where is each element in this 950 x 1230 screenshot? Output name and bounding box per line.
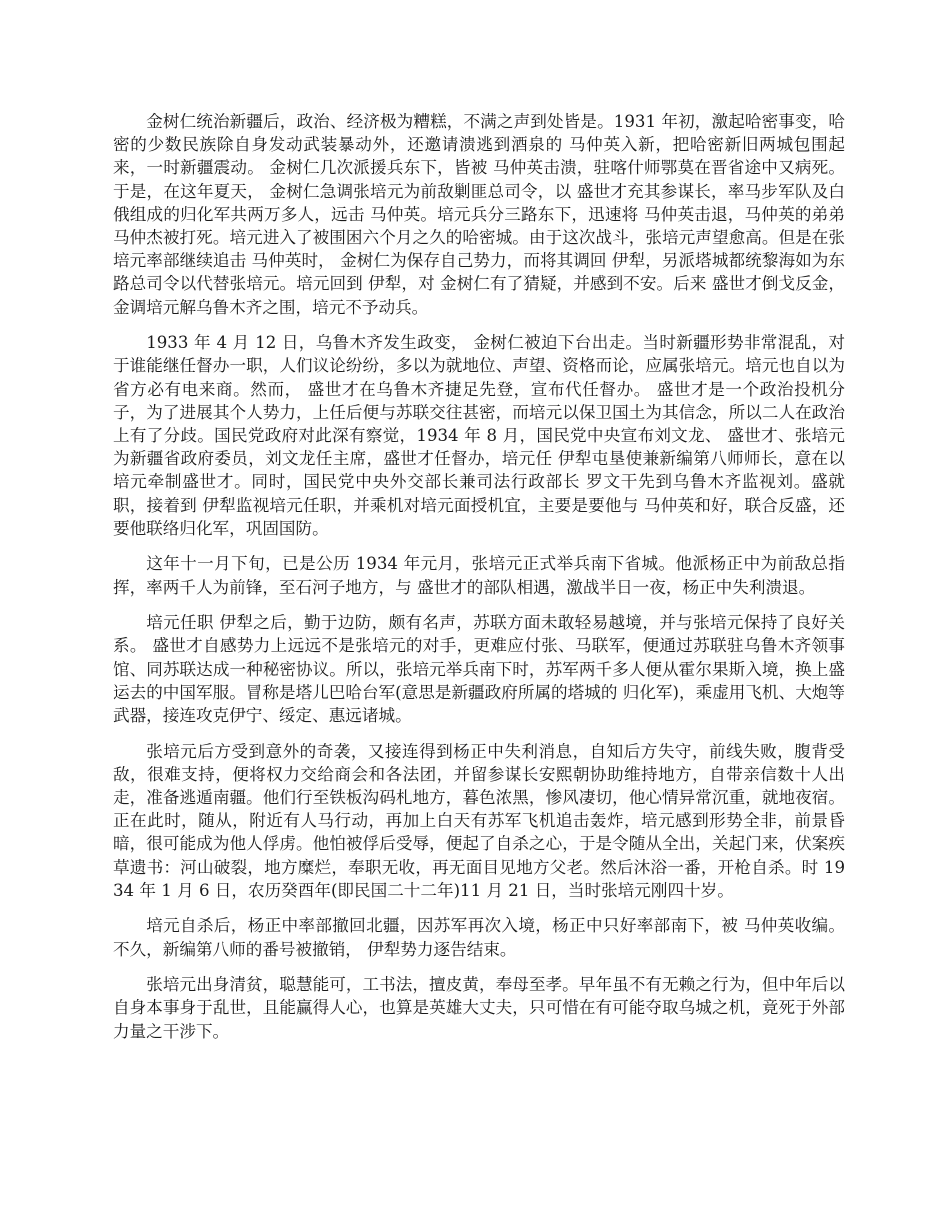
paragraph-2: 1933 年 4 月 12 日，乌鲁木齐发生政变， 金树仁被迫下台出走。当时新疆形势非常混乱，对于谁能继任督办一职，人们议论纷纷，多以为就地位、声望、资格而论，应属张培元。培元也自以为省方必有电来商。然而， 盛世才在乌鲁木齐捷足先登，宣布代任督办。 盛世才是一个政治投机分子，为了进展其个人势力，上任后便与苏联交往甚密，而培元以保卫国土为其信念，所以二人在政治上有了分歧。国民党政府对此深有察觉，1934 年 8 月，国民党中央宣布刘文龙、 盛世才、张培元为新疆省政府委员，刘文龙任主席，盛世才任督办，培元任 伊犁屯垦使兼新编第八师师长，意在以培元牵制盛世才。同时，国民党中央外交部长兼司法行政部长 罗文干先到乌鲁木齐监视刘。盛就职，接着到 伊犁监视培元任职，并乘机对培元面授机宜，主要是要他与 马仲英和好，联合反盛，还要他联络归化军，巩固国防。 [113,333,845,538]
paragraph-3: 这年十一月下旬，已是公历 1934 年元月，张培元正式举兵南下省城。他派杨正中为前敌总指挥，率两千人为前锋，至石河子地方，与 盛世才的部队相遇，激战半日一夜，杨正中失利溃退。 [113,554,845,597]
paragraph-1: 金树仁统治新疆后，政治、经济极为糟糕，不满之声到处皆是。1931 年初，激起哈密事变，哈密的少数民族除自身发动武装暴动外，还邀请溃逃到酒泉的 马仲英入新，把哈密新旧两城包围起来，一时新疆震动。 金树仁几次派援兵东下，皆被 马仲英击溃，驻喀什师鄂莫在晋省途中又病死。于是，在这年夏天， 金树仁急调张培元为前敌剿匪总司令，以 盛世才充其参谋长，率马步军队及白俄组成的归化军共两万多人，远击 马仲英。培元兵分三路东下，迅速将 马仲英击退，马仲英的弟弟马仲杰被打死。培元进入了被围困六个月之久的哈密城。由于这次战斗，张培元声望愈高。但是在张培元率部继续追击 马仲英时， 金树仁为保存自己势力，而将其调回 伊犁，另派塔城都统黎海如为东路总司令以代替张培元。培元回到 伊犁，对 金树仁有了猜疑，并感到不安。后来 盛世才倒戈反金，金调培元解乌鲁木齐之围，培元不予动兵。 [113,112,845,317]
paragraph-5: 张培元后方受到意外的奇袭，又接连得到杨正中失利消息，自知后方失守，前线失败，腹背受敌，很难支持，便将权力交给商会和各法团，并留参谋长安熙朝协助维持地方，自带亲信数十人出走，准备逃遁南疆。他们行至铁板沟码札地方，暮色浓黑，惨风凄切，他心情异常沉重，就地夜宿。正在此时，随从，附近有人马行动，再加上白天有苏军飞机追击轰炸，培元感到形势全非，前景昏暗，很可能成为他人俘虏。他怕被俘后受辱，便起了自杀之心，于是令随从全出，关起门来，伏案疾草遗书：河山破裂，地方糜烂，奉职无收，再无面目见地方父老。然后沐浴一番，开枪自杀。时 1934 年 1 月 6 日，农历癸酉年(即民国二十二年)11 月 21 日，当时张培元刚四十岁。 [113,741,845,900]
document-body [113,110,845,1055]
paragraph-4: 培元任职 伊犁之后，勤于边防，颇有名声，苏联方面未敢轻易越境，并与张培元保持了良好关系。 盛世才自感势力上远远不是张培元的对手，更难应付张、马联军，便通过苏联驻乌鲁木齐领事馆、同苏联达成一种秘密协议。所以，张培元举兵南下时，苏军两千多人便从霍尔果斯入境，换上盛运去的中国军服。冒称是塔儿巴哈台军(意思是新疆政府所属的塔城的 归化军)，乘虚用飞机、大炮等武器，接连攻克伊宁、绥定、惠远诸城。 [113,613,845,726]
paragraph-7: 张培元出身清贫，聪慧能可，工书法，擅皮黄，奉母至孝。早年虽不有无赖之行为，但中年后以自身本事身于乱世，且能赢得人心，也算是英雄大丈夫，只可惜在有可能夺取乌城之机，竟死于外部力量之干涉下。 [113,975,845,1041]
paragraph-6: 培元自杀后，杨正中率部撤回北疆，因苏军再次入境，杨正中只好率部南下，被 马仲英收编。不久，新编第八师的番号被撤销， 伊犁势力逐告结束。 [113,916,845,959]
